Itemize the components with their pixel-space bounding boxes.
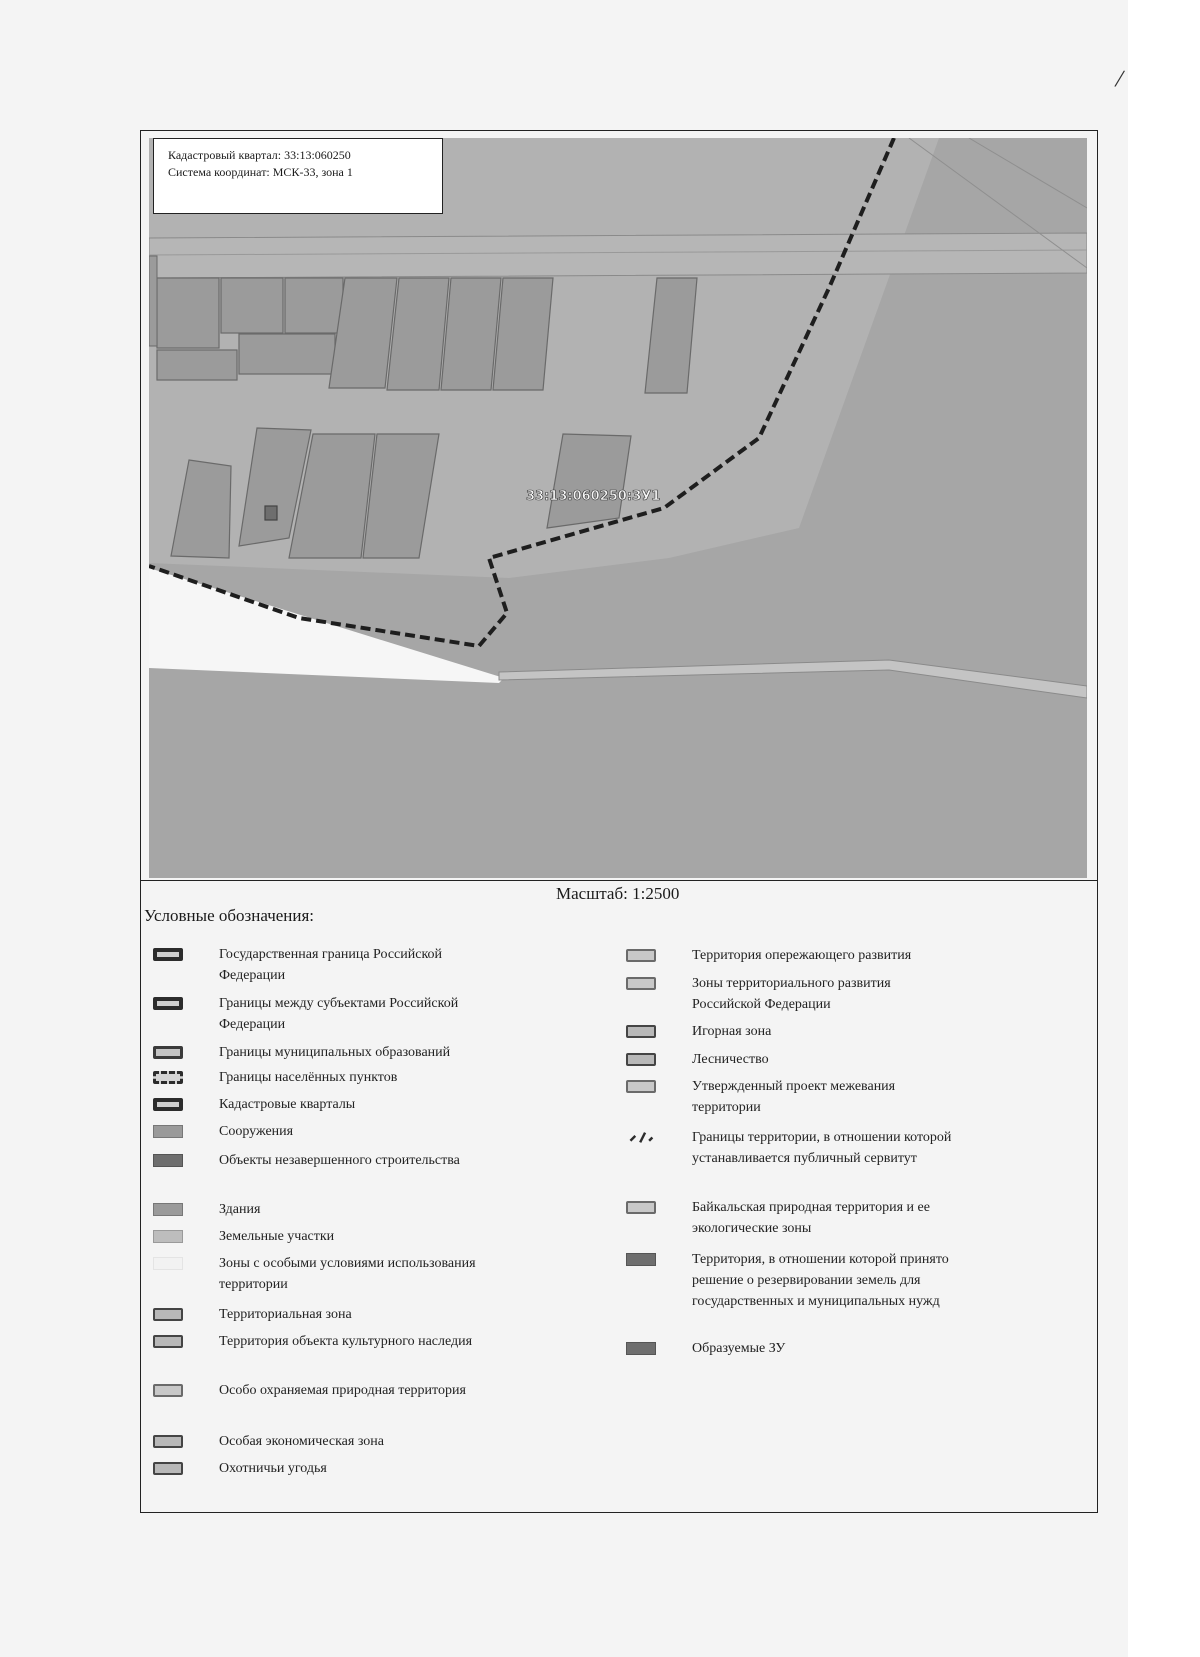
legend-label: Земельные участки (219, 1229, 335, 1244)
outline-light-icon (626, 977, 656, 990)
dashed-border-icon (153, 1071, 183, 1084)
outline-icon (626, 1025, 656, 1038)
legend-label: Территория, в отношении которой принято решение о резервировании земель для государственных и муниципальных нужд (692, 1252, 949, 1309)
legend-label: Байкальская природная территория и ее экологические зоны (692, 1200, 930, 1236)
outline-icon (153, 1335, 183, 1348)
legend-item-public-servitude (626, 1127, 966, 1190)
legend-item-special-zones (153, 1253, 493, 1295)
map-info-box (153, 138, 443, 214)
legend-label: Особо охраняемая природная территория (219, 1383, 466, 1398)
legend-label: Границы населённых пунктов (219, 1070, 398, 1085)
scan-page-edge (1128, 0, 1200, 1657)
legend-label: Утвержденный проект межевания территории (692, 1079, 896, 1115)
dark-fill-icon (626, 1253, 656, 1266)
outline-icon (153, 1462, 183, 1475)
outline-light-icon (626, 949, 656, 962)
parcel (493, 278, 553, 390)
legend-item-land-reservation (626, 1249, 966, 1333)
legend-label: Образуемые ЗУ (692, 1341, 786, 1356)
pale-fill-icon (153, 1257, 183, 1270)
parcel (157, 278, 219, 348)
legend-item-baikal-territory (626, 1197, 966, 1239)
parcel (239, 334, 335, 374)
mid-fill-icon (153, 1125, 183, 1138)
legend-item-territorial-zone (153, 1304, 493, 1325)
cadastral-quarter-text: Кадастровый квартал: 33:13:060250 (168, 148, 351, 162)
legend-item-subject-border (153, 993, 493, 1035)
legend-item-cultural-heritage (153, 1331, 493, 1373)
outline-light-icon (626, 1080, 656, 1093)
legend-item-buildings (153, 1199, 493, 1220)
dark-fill-icon (153, 1154, 183, 1167)
legend-label: Территория опережающего развития (692, 948, 912, 963)
outline-light-icon (153, 1384, 183, 1397)
legend-item-structures (153, 1121, 493, 1142)
thick-border-icon (153, 1098, 183, 1111)
legend-label: Кадастровые кварталы (219, 1097, 356, 1112)
legend-item-cadastral-quarters (153, 1094, 493, 1115)
legend-item-economic-zone (153, 1431, 493, 1452)
legend-label: Зоны территориального развития Российской Федерации (692, 976, 891, 1012)
parcel (441, 278, 501, 390)
legend-label: Лесничество (692, 1052, 769, 1067)
legend-label: Границы между субъектами Российской Федерации (219, 996, 459, 1032)
legend-label: Территориальная зона (219, 1307, 352, 1322)
outline-icon (153, 1308, 183, 1321)
legend-label: Зоны с особыми условиями использования территории (219, 1256, 476, 1292)
legend-item-forestry (626, 1049, 966, 1070)
legend-label: Игорная зона (692, 1024, 772, 1039)
map-divider (140, 880, 1098, 881)
coordinate-system-text: Система координат: МСК-33, зона 1 (168, 165, 353, 179)
legend-item-territorial-development (626, 973, 966, 1015)
medium-border-icon (153, 1046, 183, 1059)
pen-mark: / (1113, 63, 1127, 94)
legend-label: Объекты незавершенного строительства (219, 1153, 460, 1168)
legend-label: Границы муниципальных образований (219, 1045, 451, 1060)
outline-icon (153, 1435, 183, 1448)
legend-label: Охотничьи угодья (219, 1461, 327, 1476)
outline-icon (626, 1053, 656, 1066)
legend-item-formed-plots (626, 1338, 966, 1359)
parcel (221, 278, 283, 333)
legend-item-settlement-border (153, 1067, 493, 1088)
road-band-top (149, 233, 1087, 278)
legend-title: Условные обозначения: (144, 906, 315, 925)
legend-label: Сооружения (219, 1124, 294, 1139)
slash-line-icon (626, 1131, 656, 1144)
parcel (285, 278, 343, 333)
legend-item-advanced-development (626, 945, 966, 966)
legend-label: Государственная граница Российской Федерации (219, 947, 443, 983)
light-fill-icon (153, 1230, 183, 1243)
outline-light-icon (626, 1201, 656, 1214)
legend-item-hunting-grounds (153, 1458, 493, 1479)
legend-item-state-border (153, 944, 493, 986)
structure (265, 506, 277, 520)
dark-fill-icon (626, 1342, 656, 1355)
legend-item-gambling-zone (626, 1021, 966, 1042)
legend-label: Границы территории, в отношении которой устанавливается публичный сервитут (692, 1130, 952, 1166)
map-scale: Масштаб: 1:2500 (556, 884, 680, 903)
parcel-edge (149, 256, 157, 346)
legend-item-survey-project (626, 1076, 966, 1118)
cadastral-map (149, 138, 1087, 878)
legend-label: Здания (219, 1202, 261, 1217)
legend-item-protected-area (153, 1380, 493, 1422)
mid-fill-icon (153, 1203, 183, 1216)
legend-label: Территория объекта культурного наследия (219, 1334, 473, 1349)
thick-border-icon (153, 948, 183, 961)
parcel-label: 33:13:060250:ЗУ1 (526, 489, 661, 504)
parcel (157, 350, 237, 380)
legend-item-land-plots (153, 1226, 493, 1247)
legend-item-municipal-border (153, 1042, 493, 1063)
legend-item-unfinished (153, 1150, 493, 1192)
thick-border-icon (153, 997, 183, 1010)
legend-label: Особая экономическая зона (219, 1434, 384, 1449)
